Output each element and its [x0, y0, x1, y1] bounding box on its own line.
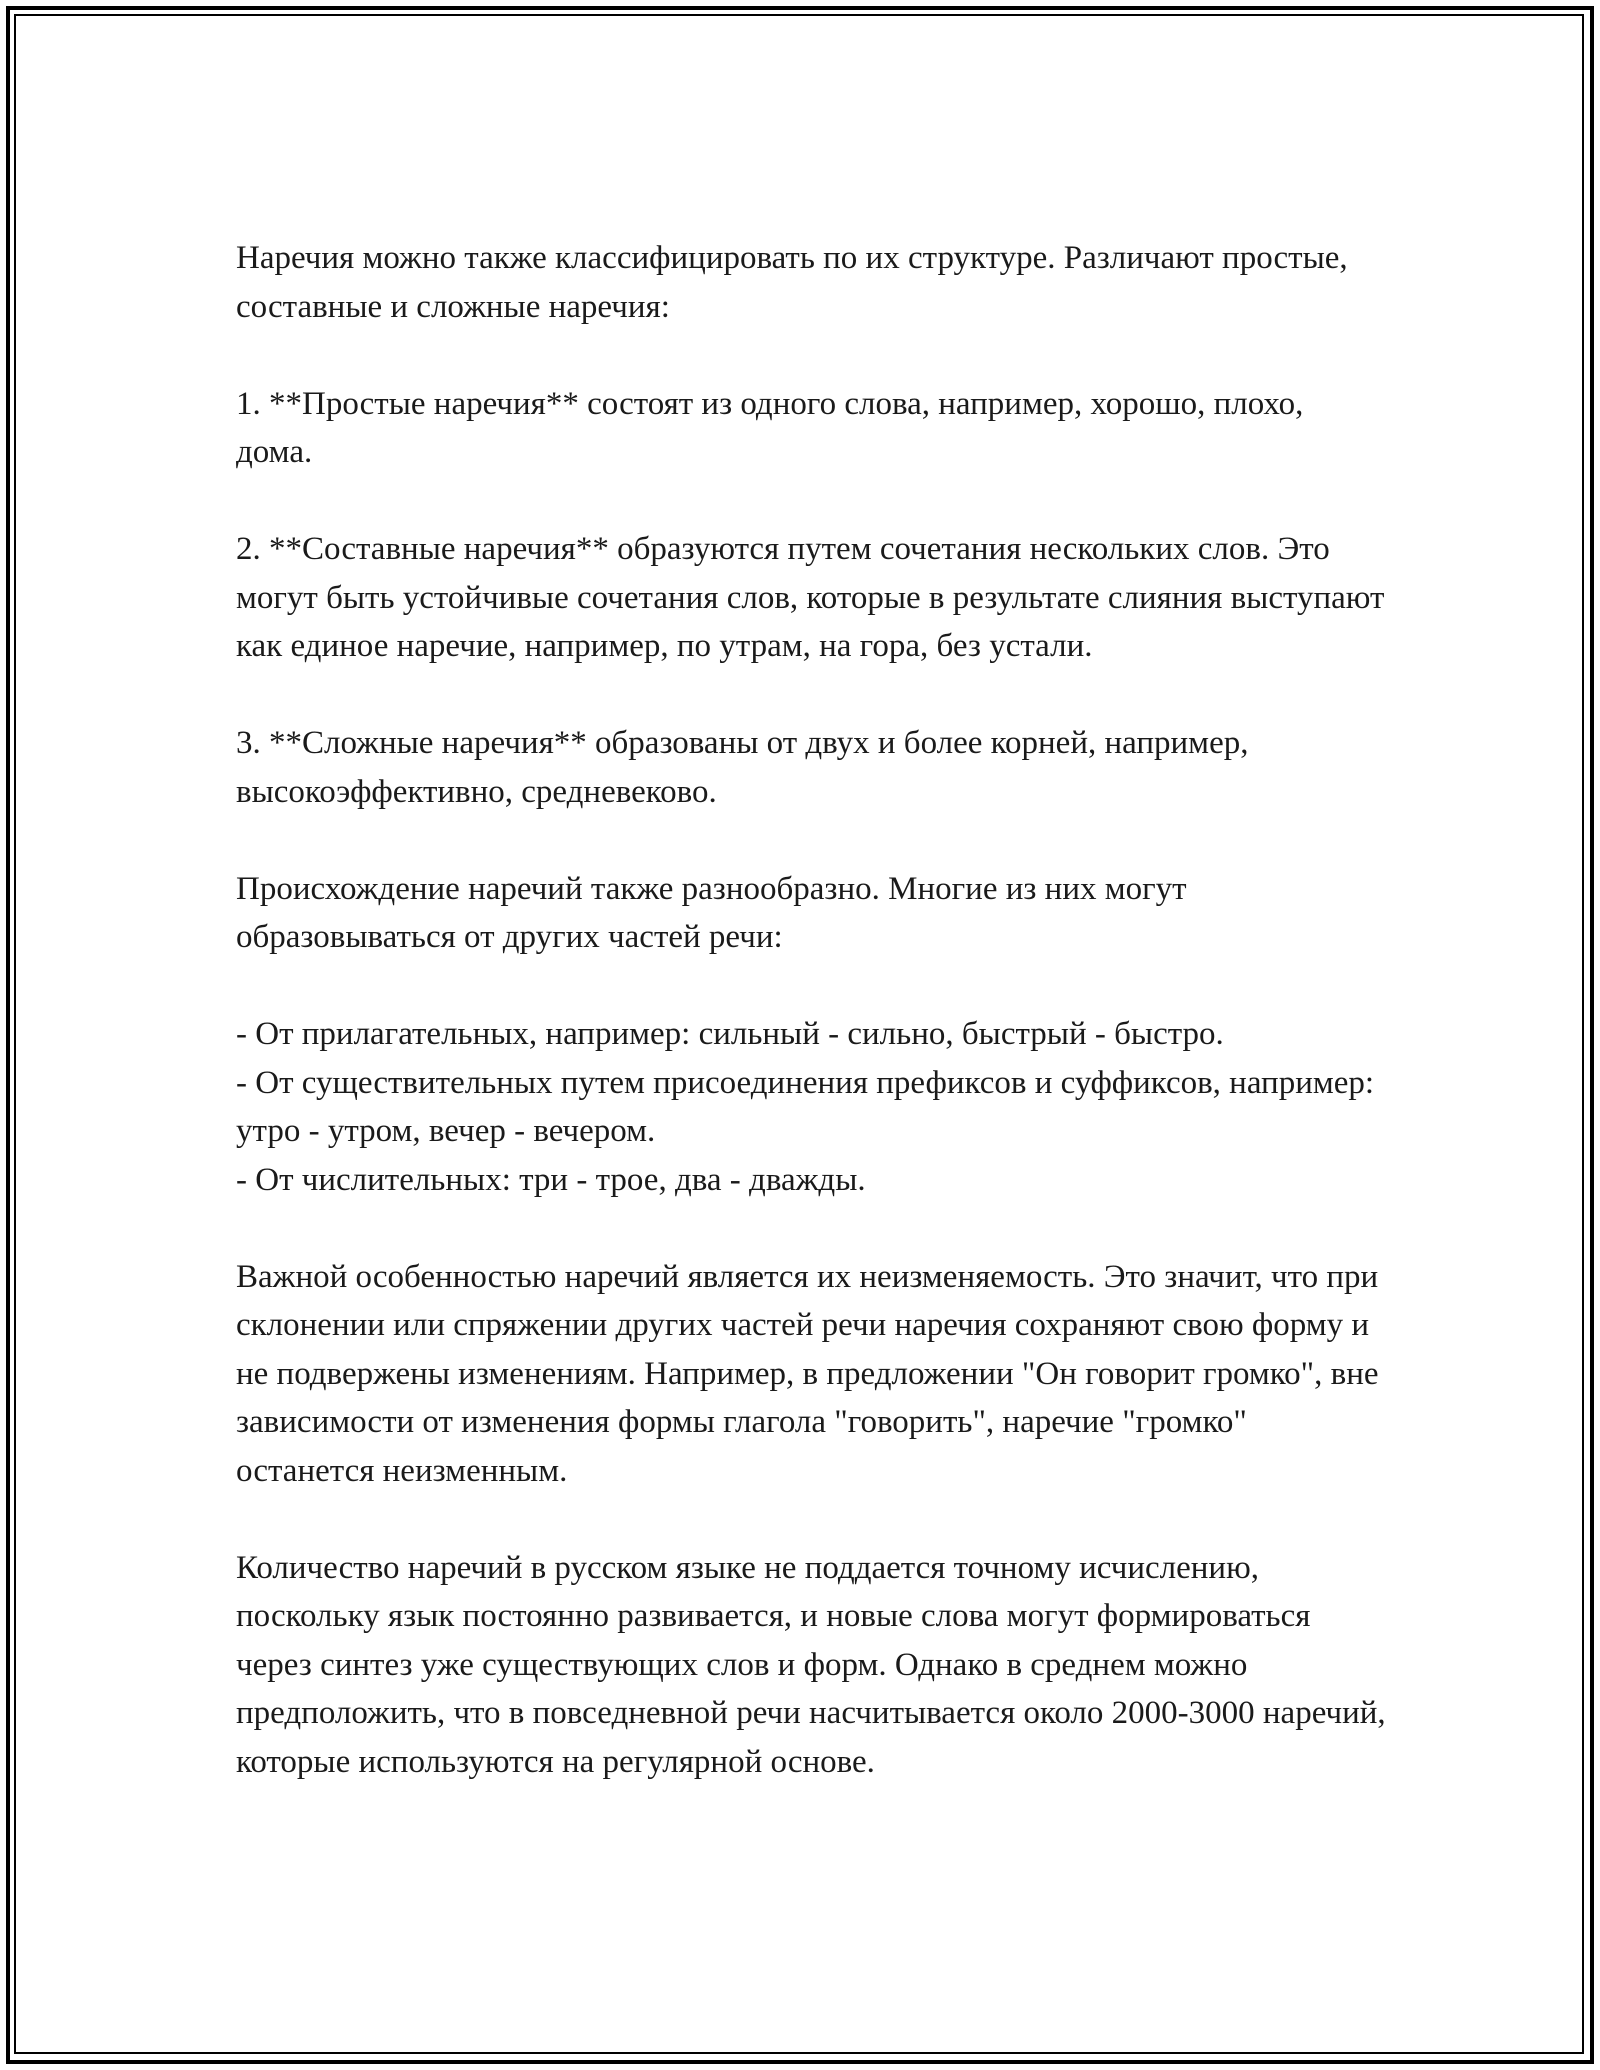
derivation-list: [236, 1010, 1386, 1204]
paragraph-intro: Наречия можно также классифицировать по их структуре. Различают простые, составные и сложные наречия:: [236, 240, 1348, 325]
document-body: [236, 234, 1386, 1786]
list-item: - От существительных путем присоединения префиксов и суффиксов, например: утро - утром, вечер - вечером.: [236, 1064, 1375, 1149]
list-item: - От числительных: три - трое, два - дважды.: [236, 1161, 866, 1198]
paragraph-compound-adverbs: 2. **Составные наречия** образуются путем сочетания нескольких слов. Это могут быть устойчивые сочетания слов, которые в результате слияния выступают как единое наречие, например, по утрам, на гора, без устали.: [236, 531, 1385, 664]
paragraph-simple-adverbs: 1. **Простые наречия** состоят из одного слова, например, хорошо, плохо, дома.: [236, 385, 1304, 470]
list-item: - От прилагательных, например: сильный - сильно, быстрый - быстро.: [236, 1016, 1224, 1052]
paragraph-origin: Происхождение наречий также разнообразно. Многие из них могут образовываться от других частей речи:: [236, 870, 1187, 955]
paragraph-complex-adverbs: 3. **Сложные наречия** образованы от двух и более корней, например, высокоэффективно, средневеково.: [236, 725, 1249, 810]
paragraph-invariability: Важной особенностью наречий является их неизменяемость. Это значит, что при склонении или спряжении других частей речи наречия сохраняют свою форму и не подвержены изменениям. Например, в предложении "Он говорит громко", вне зависимости от изменения формы глагола "говорить", наречие "громко" останется неизменным.: [236, 1258, 1379, 1489]
paragraph-quantity: Количество наречий в русском языке не поддается точному исчислению, поскольку язык постоянно развивается, и новые слова могут формироваться через синтез уже существующих слов и форм. Однако в среднем можно предположить, что в повседневной речи насчитывается около 2000-3000 наречий, которые используются на регулярной основе.: [236, 1549, 1386, 1780]
